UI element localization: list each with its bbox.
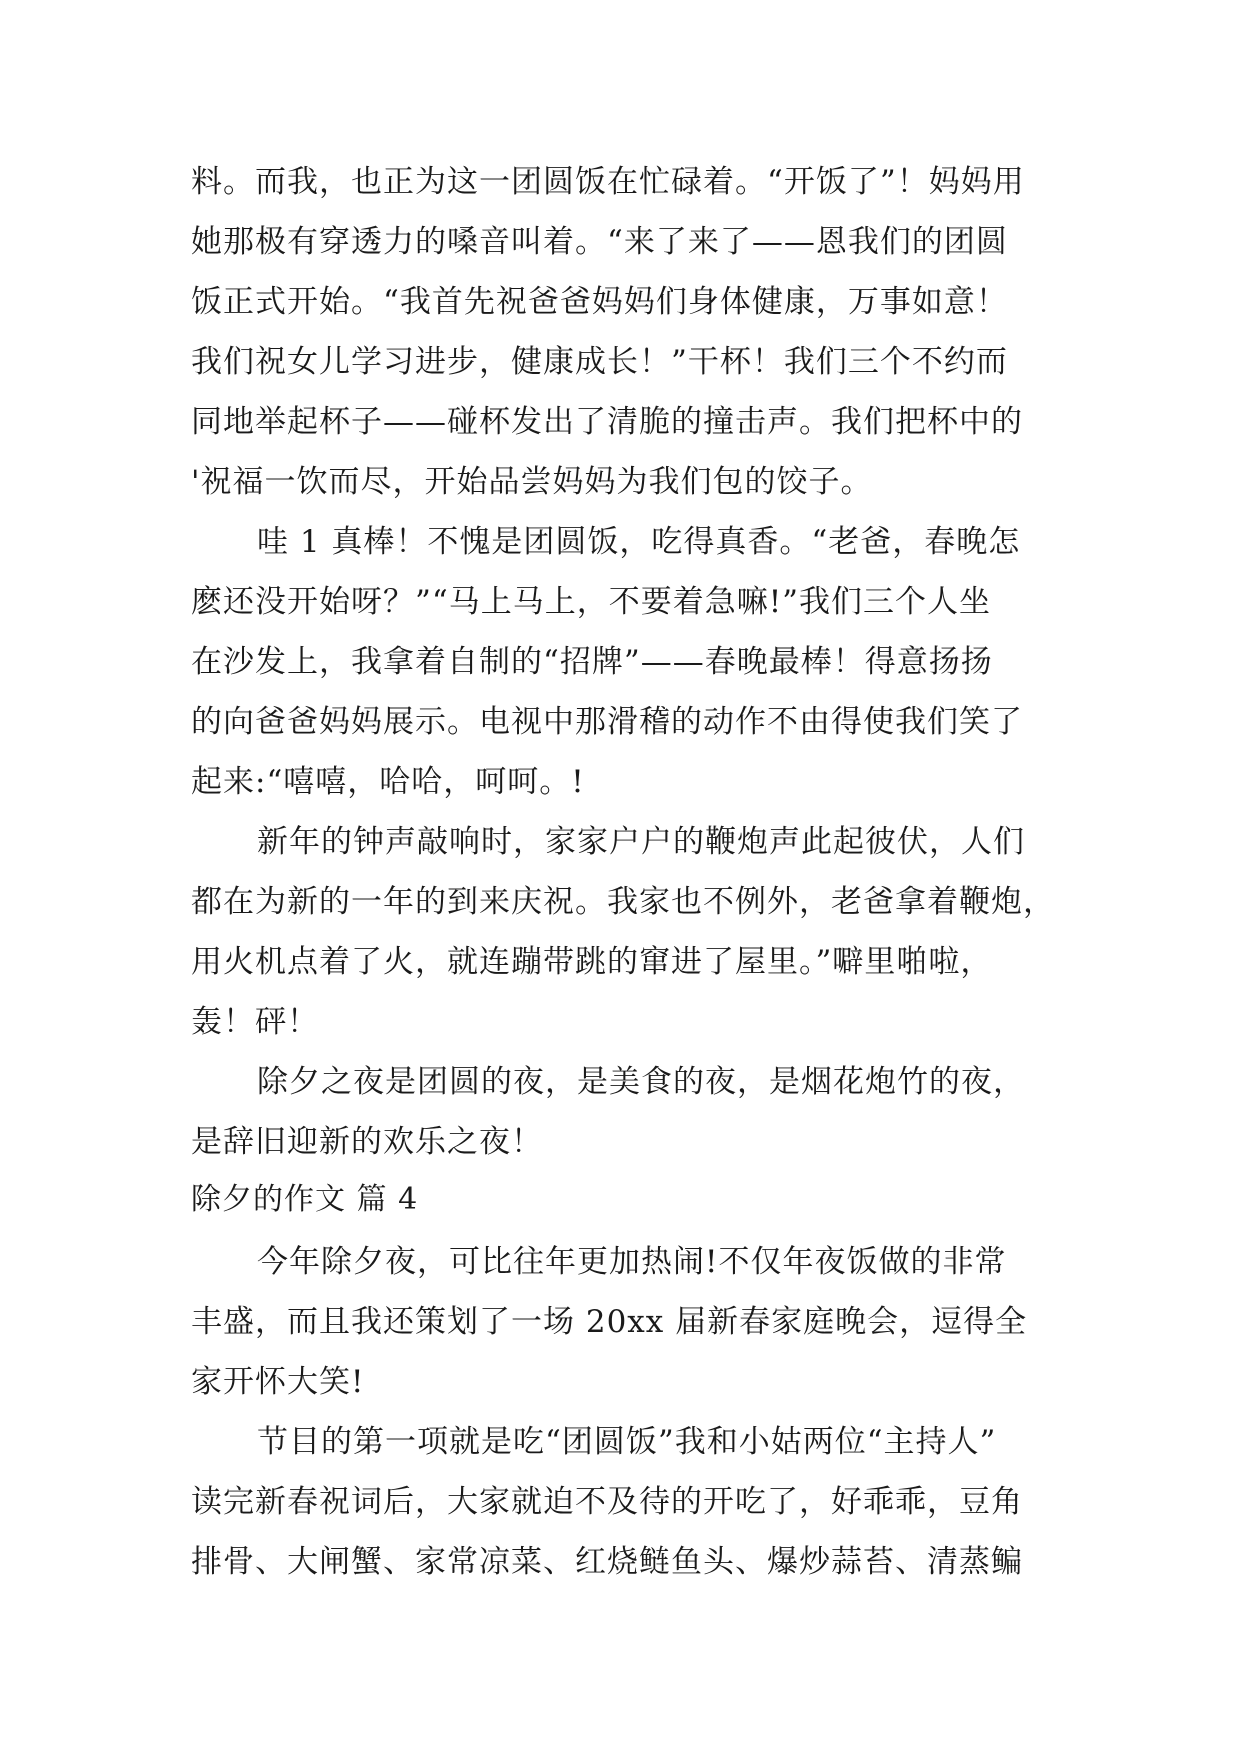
text-line: 同地举起杯子——碰杯发出了清脆的撞击声。我们把杯中的	[191, 404, 1023, 440]
paragraph-start-line: 哇 1 真棒！不愧是团圆饭，吃得真香。“老爸，春晚怎	[257, 524, 1021, 560]
text-line: 是辞旧迎新的欢乐之夜！	[191, 1124, 543, 1160]
text-line: 饭正式开始。“我首先祝爸爸妈妈们身体健康，万事如意！	[191, 284, 1008, 320]
text-line: 的向爸爸妈妈展示。电视中那滑稽的动作不由得使我们笑了	[191, 704, 1023, 740]
paragraph-start-line: 除夕之夜是团圆的夜，是美食的夜，是烟花炮竹的夜，	[257, 1064, 1025, 1100]
text-line: 她那极有穿透力的嗓音叫着。“来了来了——恩我们的团圆	[191, 224, 1008, 260]
text-line: 用火机点着了火，就连蹦带跳的窜进了屋里。”噼里啪啦，	[191, 944, 993, 980]
essay-body	[191, 152, 1071, 1592]
text-line: 起来:“嘻嘻，哈哈，呵呵。!	[191, 764, 585, 800]
text-line: 在沙发上，我拿着自制的“招牌”——春晚最棒！得意扬扬	[191, 644, 993, 680]
text-line: 家开怀大笑!	[191, 1364, 365, 1400]
text-line: '祝福一饮而尽，开始品尝妈妈为我们包的饺子。	[191, 464, 873, 500]
text-line: 轰！砰！	[191, 1004, 319, 1040]
section-heading: 除夕的作文 篇 4	[191, 1182, 419, 1217]
text-line: 排骨、大闸蟹、家常凉菜、红烧鲢鱼头、爆炒蒜苔、清蒸鳊	[191, 1544, 1023, 1580]
text-line: 都在为新的一年的到来庆祝。我家也不例外，老爸拿着鞭炮，	[191, 884, 1055, 920]
text-line: 麽还没开始呀？”“马上马上，不要着急嘛!”我们三个人坐	[191, 584, 991, 620]
paragraph-start-line: 节目的第一项就是吃“团圆饭”我和小姑两位“主持人”	[257, 1424, 997, 1460]
text-line: 我们祝女儿学习进步，健康成长！”干杯！我们三个不约而	[191, 344, 1008, 380]
text-line: 料。而我，也正为这一团圆饭在忙碌着。“开饭了”！妈妈用	[191, 164, 1025, 200]
paragraph-start-line: 今年除夕夜，可比往年更加热闹!不仅年夜饭做的非常	[257, 1244, 1007, 1280]
paragraph-start-line: 新年的钟声敲响时，家家户户的鞭炮声此起彼伏，人们	[257, 824, 1025, 860]
text-line: 读完新春祝词后，大家就迫不及待的开吃了，好乖乖，豆角	[191, 1484, 1023, 1520]
text-line: 丰盛，而且我还策划了一场 20xx 届新春家庭晚会，逗得全	[191, 1304, 1028, 1340]
